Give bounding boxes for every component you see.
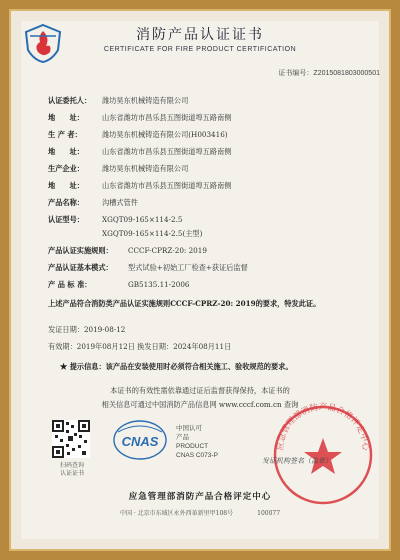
issue-date: 发证日期：2019-08-12 bbox=[48, 325, 126, 334]
validity-period: 有效期：2019年08月12日 换发日期：2024年08月11日 bbox=[48, 342, 232, 351]
field-model-main: XGQT09-165×114-2.5(主型) bbox=[102, 229, 203, 238]
field-certification-mode: 产品认证基本模式： 型式试验+初始工厂检查+获证后监督 bbox=[48, 263, 248, 272]
qr-caption-line-2: 认证证书 bbox=[59, 470, 84, 477]
certificate-subtitle: CERTIFICATE FOR FIRE PRODUCT CERTIFICATION bbox=[103, 46, 297, 53]
field-product-standard: 产 品 标 准： GB5135.11-2006 bbox=[48, 280, 190, 289]
field-factory: 生产企业： 潍坊昊东机械铸造有限公司 bbox=[48, 164, 189, 173]
cnas-info-line-3: PRODUCT bbox=[176, 443, 209, 450]
cnas-info-line-2: 产品 bbox=[176, 434, 189, 441]
issuer-address: 中国 · 北京市东城区永外西革新里甲108号 100077 bbox=[119, 510, 281, 517]
field-product-name: 产品名称： 沟槽式管件 bbox=[48, 198, 138, 207]
cnas-info bbox=[176, 424, 218, 460]
qr-caption-line-1: 扫码查询 bbox=[59, 462, 84, 469]
certificate-number: 证书编号：Z2015081803000501 bbox=[278, 70, 380, 77]
field-factory-address: 地 址： 山东省潍坊市昌乐县五图街道埠五路南侧 bbox=[48, 181, 232, 190]
certificate-title: 消防产品认证证书 bbox=[136, 27, 264, 43]
conformity-statement: 上述产品符合消防类产品认证实施规则CCCF-CPRZ-20: 2019的要求，特发此证。 bbox=[48, 299, 321, 308]
field-manufacturer: 生 产 者： 潍坊昊东机械铸造有限公司(H003416) bbox=[48, 130, 228, 139]
cnas-info-line-4: CNAS C073-P bbox=[176, 452, 218, 459]
cnas-logo-icon bbox=[112, 418, 168, 464]
footer-line-2: 相关信息可通过中国消防产品信息网 www.cccf.com.cn 查询 bbox=[101, 400, 299, 409]
field-manufacturer-address: 地 址： 山东省潍坊市昌乐县五图街道埠五路南侧 bbox=[48, 147, 232, 156]
field-applicant: 认证委托人： 潍坊昊东机械铸造有限公司 bbox=[48, 96, 189, 105]
footer-line-1: 本证书的有效性需依靠通过证后监督获得保持，本证书的 bbox=[110, 386, 290, 395]
field-model: 认证型号： XGQT09-165×114-2.5 bbox=[48, 215, 183, 224]
qr-code-icon bbox=[52, 420, 90, 458]
signature-label: 发证机构签名（盖章） bbox=[262, 457, 332, 465]
field-applicant-address: 地 址： 山东省潍坊市昌乐县五图街道埠五路南侧 bbox=[48, 113, 232, 122]
issuing-authority: 应急管理部消防产品合格评定中心 bbox=[128, 492, 272, 502]
cnas-info-line-1: 中国认可 bbox=[176, 425, 202, 432]
cnas-logo-text: CNAS bbox=[121, 434, 159, 449]
notice-message: ★ 提示信息：该产品在安装使用时必须符合相关施工、验收规范的要求。 bbox=[60, 362, 293, 371]
seal-text: 应急管理部消防产品合格评定中心 bbox=[275, 402, 371, 451]
field-implementation-rule: 产品认证实施规则： CCCF-CPRZ-20: 2019 bbox=[48, 246, 207, 255]
qr-caption bbox=[50, 462, 94, 478]
